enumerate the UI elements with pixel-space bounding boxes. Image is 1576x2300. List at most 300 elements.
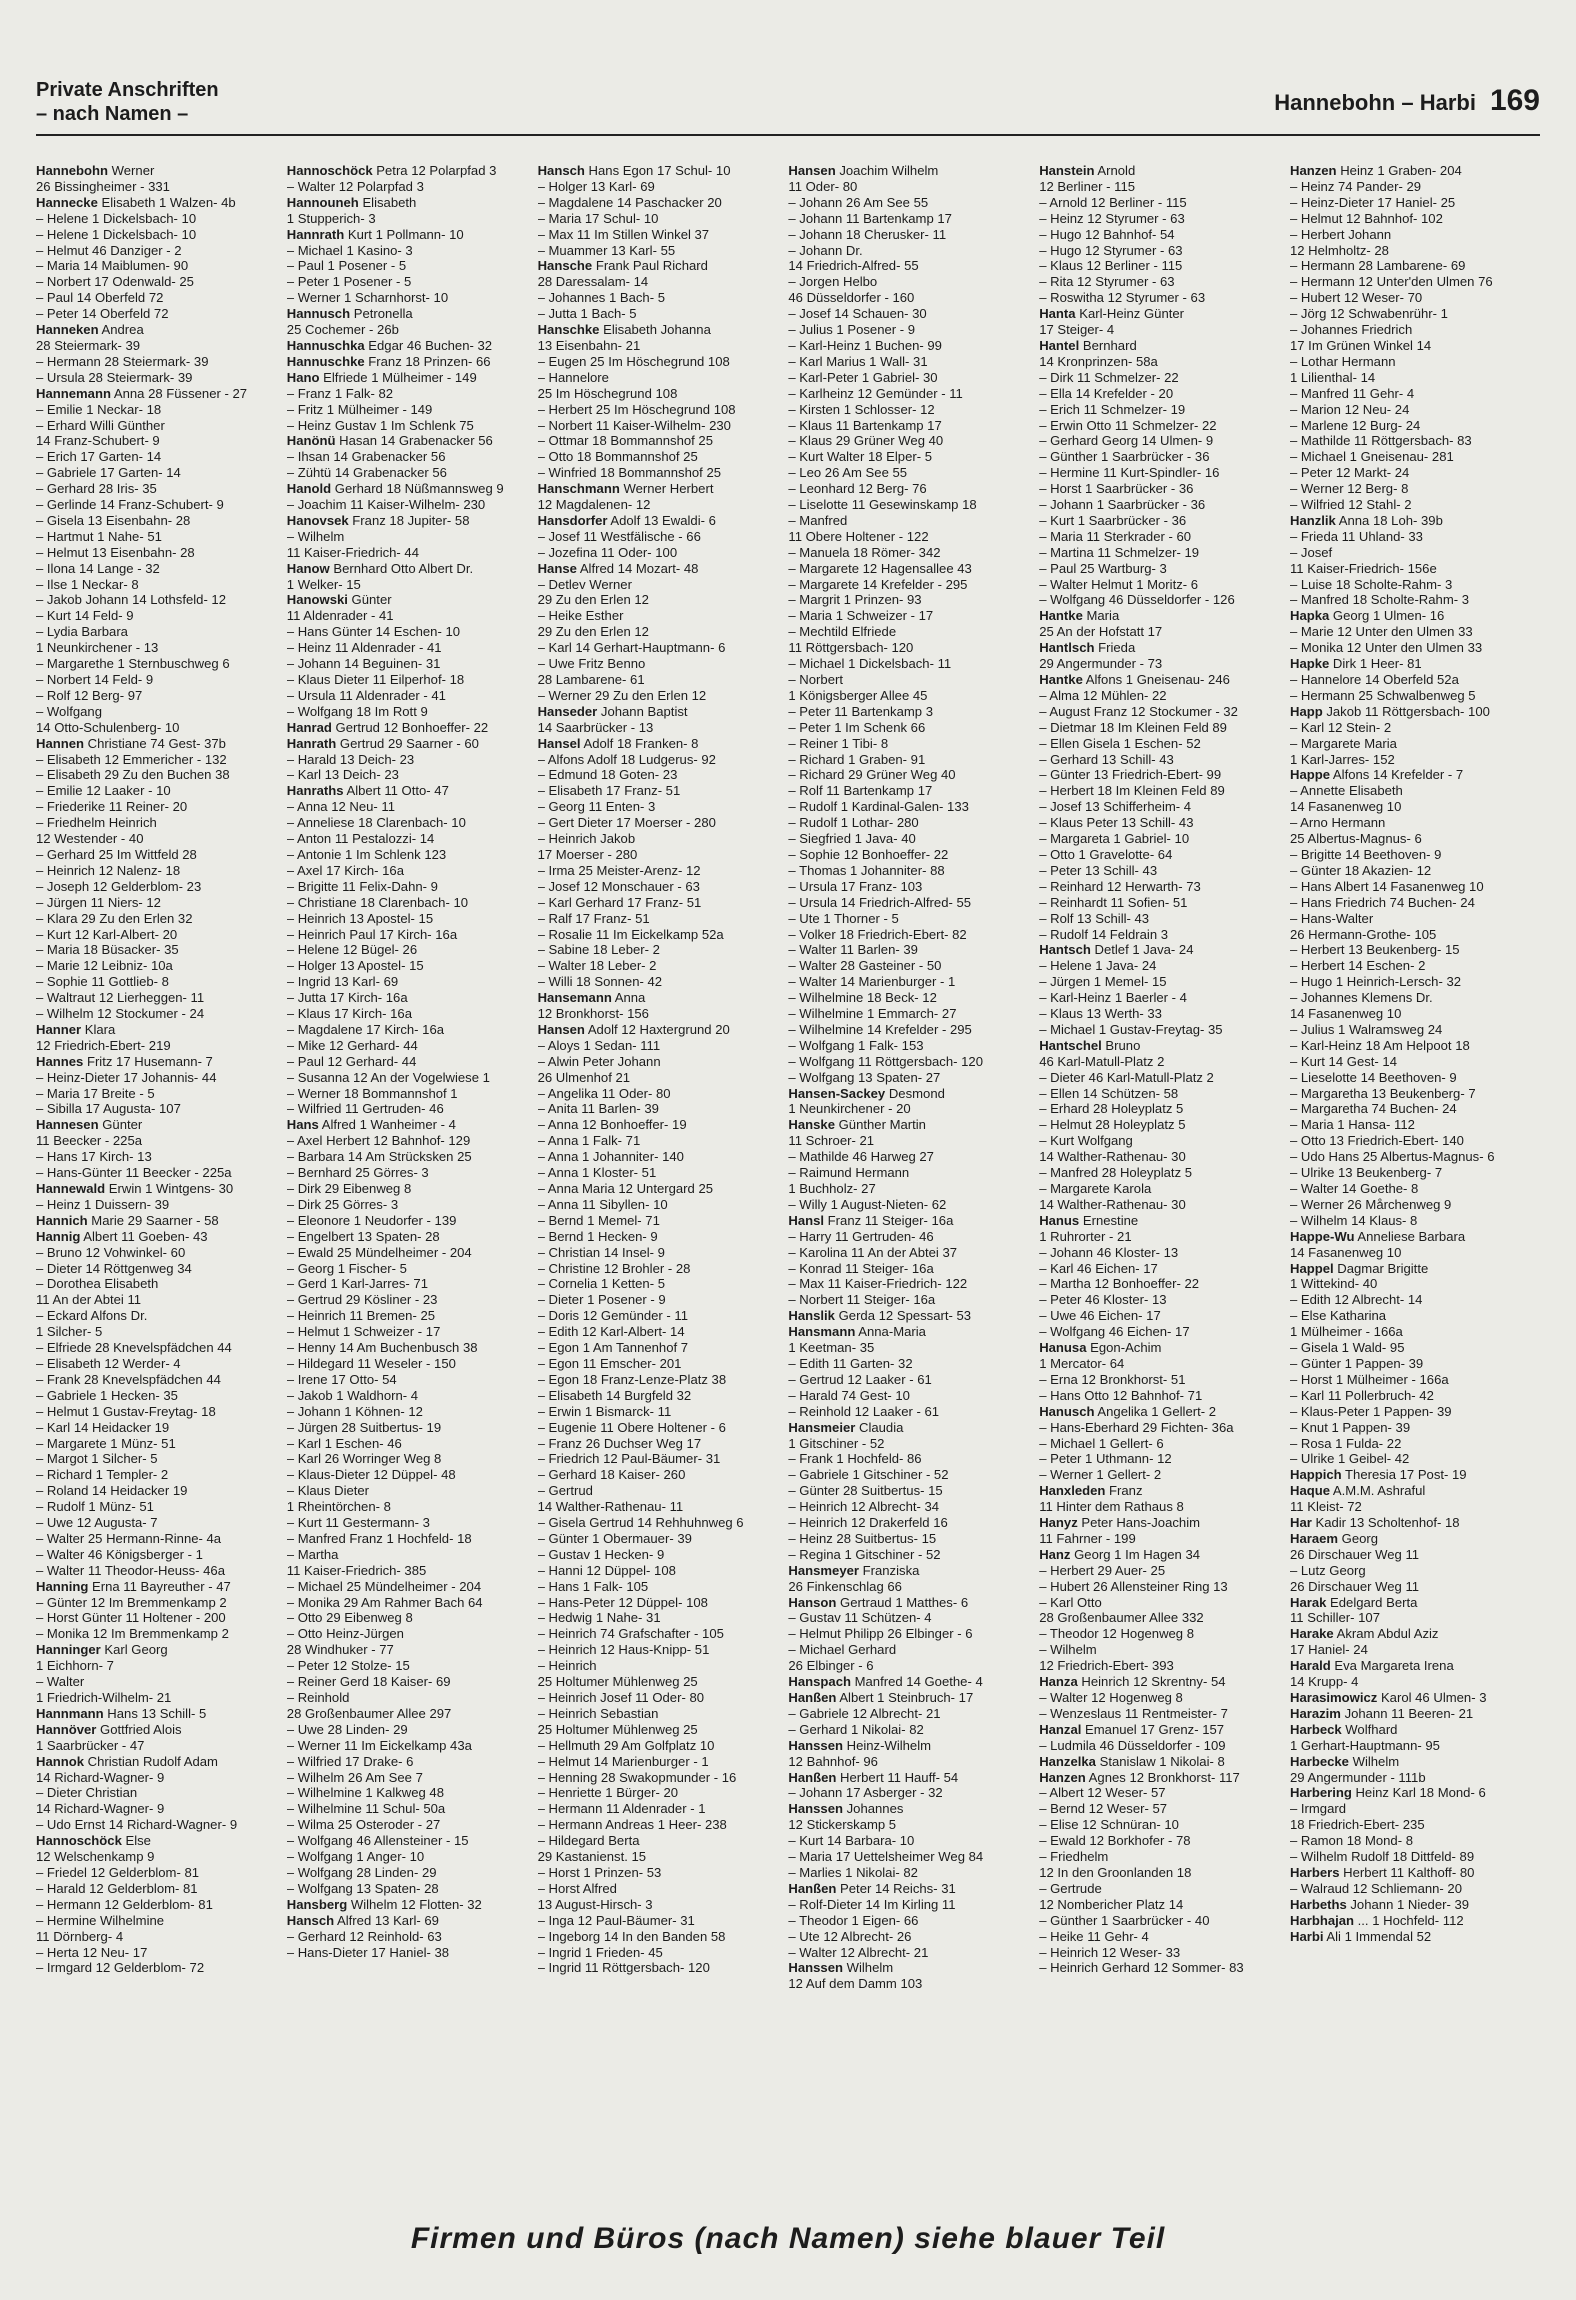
directory-entry <box>788 1006 1038 1022</box>
entry-text: – Konrad 11 Steiger- 16a <box>788 1260 934 1276</box>
directory-column <box>287 163 537 2153</box>
directory-entry <box>538 1467 788 1483</box>
directory-entry <box>538 974 788 990</box>
directory-entry <box>1290 354 1540 370</box>
entry-text: – Manfred <box>788 512 848 528</box>
entry-text: 29 Kastanienst. 15 <box>537 1849 647 1865</box>
directory-entry <box>1290 942 1540 958</box>
directory-entry <box>36 799 286 815</box>
entry-text: Bruno <box>1101 1037 1141 1053</box>
entry-text: – Marlene 12 Burg- 24 <box>1289 417 1421 433</box>
directory-entry <box>1039 831 1289 847</box>
entry-text: – Gabriele 1 Gitschiner - 52 <box>788 1467 949 1483</box>
directory-entry <box>538 1945 788 1961</box>
entry-surname: Hanxleden <box>1039 1483 1106 1499</box>
entry-text: – Friedrich 12 Paul-Bäumer- 31 <box>537 1451 721 1467</box>
entry-text: – Klaus Dieter 11 Eilperhof- 18 <box>286 672 465 687</box>
directory-entry <box>538 418 788 434</box>
directory-entry <box>788 767 1038 783</box>
entry-surname: Hantke <box>1039 608 1083 624</box>
directory-entry <box>36 370 286 386</box>
entry-text: Alfred 1 Wanheimer - 4 <box>318 1117 456 1133</box>
entry-text: – Hubert 12 Weser- 70 <box>1289 290 1423 306</box>
entry-text: 25 Albertus-Magnus- 6 <box>1289 831 1422 847</box>
entry-text: – Wilfried 11 Gertruden- 46 <box>286 1101 444 1117</box>
entry-text: – Else Katharina <box>1289 1308 1387 1324</box>
directory-entry <box>287 529 537 545</box>
entry-text: Günter <box>98 1117 143 1133</box>
entry-text: – Wilhelmine 1 Kalkweg 48 <box>286 1785 444 1801</box>
entry-text: 11 Kaiser-Friedrich- 156e <box>1289 560 1437 576</box>
directory-entry <box>1039 1117 1289 1133</box>
directory-entry <box>538 1483 788 1499</box>
directory-entry <box>788 1563 1038 1579</box>
directory-entry <box>1039 1626 1289 1642</box>
entry-text: 26 Dirschauer Weg 11 <box>1289 1546 1420 1562</box>
directory-entry <box>1039 1913 1289 1929</box>
directory-entry <box>1290 1101 1540 1117</box>
directory-entry <box>287 1785 537 1801</box>
directory-entry <box>1290 433 1540 449</box>
directory-entry <box>788 1945 1038 1961</box>
directory-entry <box>36 243 286 259</box>
entry-text: – Marie 12 Unter den Ulmen 33 <box>1289 624 1473 640</box>
entry-text: 11 Aldenrader - 41 <box>286 608 394 624</box>
entry-text: 11 Kaiser-Friedrich- 44 <box>286 544 419 560</box>
directory-entry <box>1039 592 1289 608</box>
directory-entry <box>788 1642 1038 1658</box>
entry-text: – Jürgen 11 Niers- 12 <box>36 894 161 910</box>
entry-text: – Bernd 12 Weser- 57 <box>1039 1801 1168 1817</box>
directory-entry <box>1290 1404 1540 1420</box>
directory-entry <box>1290 370 1540 386</box>
entry-text: – Maria 17 Schul- 10 <box>537 210 659 226</box>
directory-entry <box>1039 1276 1289 1292</box>
entry-text: – Inga 12 Paul-Bäumer- 31 <box>537 1912 695 1928</box>
entry-text: Herbert 11 Kalthoff- 80 <box>1339 1864 1475 1880</box>
entry-text: – Erwin Otto 11 Schmelzer- 22 <box>1039 417 1217 433</box>
entry-text: – Elfriede 28 Knevelspfädchen 44 <box>36 1340 232 1356</box>
entry-surname: Hansberg <box>286 1896 348 1912</box>
entry-text: – Kurt Walter 18 Elper- 5 <box>788 449 932 465</box>
directory-entry <box>788 322 1038 338</box>
directory-entry <box>788 1292 1038 1308</box>
entry-text: Werner Herbert <box>619 481 714 497</box>
directory-entry <box>1290 449 1540 465</box>
entry-surname: Hansel <box>537 735 581 751</box>
entry-text: – Willy 1 August-Nieten- 62 <box>788 1196 947 1212</box>
entry-surname: Harake <box>1289 1626 1334 1642</box>
directory-entry <box>788 465 1038 481</box>
directory-entry <box>1290 911 1540 927</box>
entry-text: – Sabine 18 Leber- 2 <box>537 942 660 958</box>
directory-entry <box>1290 767 1540 783</box>
directory-entry <box>538 274 788 290</box>
directory-entry <box>538 1404 788 1420</box>
entry-text: – Ursula 14 Friedrich-Alfred- 55 <box>788 894 972 910</box>
directory-entry <box>1039 1197 1289 1213</box>
entry-text: Dagmar Brigitte <box>1333 1260 1429 1276</box>
directory-entry <box>1039 1038 1289 1054</box>
directory-entry <box>287 243 537 259</box>
entry-text: Heinz-Wilhelm <box>842 1737 932 1753</box>
directory-entry <box>287 911 537 927</box>
entry-text: – Franz 1 Falk- 82 <box>286 385 394 401</box>
directory-entry <box>36 767 286 783</box>
directory-entry <box>1290 895 1540 911</box>
directory-entry <box>1290 465 1540 481</box>
directory-entry <box>788 863 1038 879</box>
directory-entry <box>788 592 1038 608</box>
entry-text: Anna 28 Füssener - 27 <box>110 385 248 401</box>
entry-surname: Hannrath <box>286 226 345 242</box>
entry-text: 12 Helmholtz- 28 <box>1289 242 1389 258</box>
directory-entry <box>287 1324 537 1340</box>
entry-text: – Klaus 17 Kirch- 16a <box>286 1006 412 1022</box>
entry-text: – Hannelore <box>537 369 609 385</box>
entry-text: – Doris 12 Gemünder - 11 <box>537 1308 688 1324</box>
directory-entry <box>36 1515 286 1531</box>
directory-entry <box>287 1547 537 1563</box>
directory-entry <box>538 1133 788 1149</box>
entry-text: – Luise 18 Scholte-Rahm- 3 <box>1289 576 1453 592</box>
directory-entry <box>1039 672 1289 688</box>
entry-text: – Manfred 11 Gehr- 4 <box>1289 385 1415 401</box>
directory-entry <box>788 227 1038 243</box>
directory-entry <box>1039 243 1289 259</box>
directory-entry <box>788 895 1038 911</box>
entry-surname: Happe <box>1289 767 1331 783</box>
entry-text: – Johannes 1 Bach- 5 <box>537 290 665 306</box>
entry-surname: Hannemann <box>36 385 111 401</box>
directory-entry <box>538 799 788 815</box>
entry-text: – Helmut Philipp 26 Elbinger - 6 <box>788 1626 973 1642</box>
entry-text: – Günter 1 Pappen- 39 <box>1289 1355 1424 1371</box>
entry-text: – Helmut 46 Danziger - 2 <box>36 242 182 258</box>
entry-text: – Henny 14 Am Buchenbusch 38 <box>286 1340 478 1356</box>
entry-surname: Hanson <box>788 1594 837 1610</box>
entry-text: – Erna 12 Bronkhorst- 51 <box>1039 1371 1186 1387</box>
directory-entry <box>788 1929 1038 1945</box>
entry-text: 46 Düsseldorfer - 160 <box>788 290 915 306</box>
entry-text: – Horst 1 Saarbrücker - 36 <box>1039 481 1194 497</box>
entry-text: – Dieter Christian <box>36 1785 138 1801</box>
directory-entry <box>538 1913 788 1929</box>
entry-text: – Walraud 12 Schliemann- 20 <box>1289 1880 1462 1896</box>
directory-entry <box>287 1276 537 1292</box>
directory-entry <box>1290 1197 1540 1213</box>
directory-entry <box>1290 592 1540 608</box>
entry-text: Theresia 17 Post- 19 <box>1341 1467 1467 1483</box>
entry-text: – Uwe Fritz Benno <box>537 656 646 672</box>
entry-text: – Josef 13 Schifferheim- 4 <box>1039 799 1192 815</box>
entry-text: – Susanna 12 An der Vogelwiese 1 <box>286 1069 490 1085</box>
directory-entry <box>788 736 1038 752</box>
directory-entry <box>538 958 788 974</box>
directory-entry <box>788 1865 1038 1881</box>
entry-text: – Johann 46 Kloster- 13 <box>1039 1244 1179 1260</box>
directory-column <box>788 163 1038 2153</box>
entry-text: – Dieter 46 Karl-Matull-Platz 2 <box>1039 1069 1214 1085</box>
entry-surname: Hannich <box>36 1212 88 1228</box>
entry-text: – Horst 1 Prinzen- 53 <box>537 1864 662 1880</box>
directory-entry <box>1039 1817 1289 1833</box>
entry-text: 12 Welschenkamp 9 <box>36 1849 155 1865</box>
entry-text: – Gisela Gertrud 14 Rehhuhnweg 6 <box>537 1515 744 1531</box>
directory-entry <box>36 1451 286 1467</box>
directory-entry <box>36 1276 286 1292</box>
entry-text: – Gabriele 17 Garten- 14 <box>36 465 181 481</box>
entry-text: – Heinrich Gerhard 12 Sommer- 83 <box>1039 1960 1244 1976</box>
entry-text: – Irmgard <box>1289 1801 1347 1817</box>
entry-text: – Michael 1 Gneisenau- 281 <box>1289 449 1454 465</box>
directory-entry <box>1039 624 1289 640</box>
directory-entry <box>287 1563 537 1579</box>
entry-text: – Manuela 18 Römer- 342 <box>788 544 941 560</box>
directory-entry <box>287 1738 537 1754</box>
entry-text: – Angelika 11 Oder- 80 <box>537 1085 671 1101</box>
directory-entry <box>287 354 537 370</box>
entry-surname: Hantke <box>1039 672 1083 687</box>
directory-entry <box>36 1133 286 1149</box>
directory-entry <box>1290 1610 1540 1626</box>
entry-text: – Margarete 12 Hagensallee 43 <box>788 560 972 576</box>
directory-entry <box>1039 942 1289 958</box>
directory-entry <box>287 195 537 211</box>
entry-text: – Rosalie 11 Im Eickelkamp 52a <box>537 926 724 942</box>
entry-surname: Hanzen <box>1039 1769 1086 1785</box>
directory-entry <box>788 1626 1038 1642</box>
entry-text: Anneliese Barbara <box>1354 1228 1466 1244</box>
directory-entry <box>36 1563 286 1579</box>
entry-text: 1 Buchholz- 27 <box>788 1181 876 1196</box>
entry-text: – Walter 12 Hogenweg 8 <box>1039 1690 1183 1705</box>
directory-entry <box>287 561 537 577</box>
entry-text: – Josef <box>1289 544 1333 560</box>
entry-text: Agnes 12 Bronkhorst- 117 <box>1085 1769 1240 1785</box>
entry-text: – Gerhard Georg 14 Ulmen- 9 <box>1039 433 1214 449</box>
directory-entry <box>36 1117 286 1133</box>
entry-text: – Jörg 12 Schwabenrühr- 1 <box>1289 306 1448 322</box>
directory-entry <box>538 752 788 768</box>
entry-surname: Har <box>1289 1515 1312 1531</box>
entry-text: Fritz 17 Husemann- 7 <box>83 1053 213 1069</box>
directory-entry <box>788 1070 1038 1086</box>
directory-entry <box>1039 1960 1289 1976</box>
entry-text: – Paul 14 Oberfeld 72 <box>36 290 164 306</box>
entry-text: – Johann 11 Bartenkamp 17 <box>788 210 952 226</box>
entry-text: – Gabriele 1 Hecken- 35 <box>36 1387 178 1403</box>
directory-entry <box>788 1801 1038 1817</box>
entry-text: – Joseph 12 Gelderblom- 23 <box>36 878 202 894</box>
entry-text: – Wilhelm Rudolf 18 Dittfeld- 89 <box>1289 1849 1475 1865</box>
directory-entry <box>1039 1483 1289 1499</box>
entry-text: – Ramon 18 Mond- 8 <box>1289 1833 1413 1849</box>
entry-text: – Egon 18 Franz-Lenze-Platz 38 <box>537 1371 727 1387</box>
directory-entry <box>36 736 286 752</box>
entry-text: – Heinrich 12 Drakerfeld 16 <box>788 1515 948 1531</box>
directory-entry <box>538 863 788 879</box>
directory-entry <box>788 1022 1038 1038</box>
entry-text: 11 Obere Holtener - 122 <box>788 528 929 544</box>
directory-entry <box>538 592 788 608</box>
directory-entry <box>287 1833 537 1849</box>
entry-text: – Rolf 13 Schill- 43 <box>1039 910 1150 926</box>
directory-entry <box>36 1467 286 1483</box>
entry-text: 14 Otto-Schulenberg- 10 <box>36 719 180 735</box>
directory-entry <box>287 656 537 672</box>
directory-entry <box>36 1785 286 1801</box>
entry-text: – Edmund 18 Goten- 23 <box>537 767 678 783</box>
directory-entry <box>1039 767 1289 783</box>
directory-entry <box>538 1960 788 1976</box>
directory-entry <box>1039 1356 1289 1372</box>
directory-entry <box>788 449 1038 465</box>
directory-entry <box>788 1674 1038 1690</box>
entry-text: – Lutz Georg <box>1289 1562 1366 1578</box>
entry-text: – Ihsan 14 Grabenacker 56 <box>286 449 446 465</box>
entry-text: 1 Rheintörchen- 8 <box>286 1499 391 1515</box>
entry-text: – Hans-Günter 11 Beecker - 225a <box>36 1165 232 1181</box>
entry-text: – Gerhard 25 Im Wittfeld 28 <box>36 846 197 862</box>
entry-text: – Karl 1 Eschen- 46 <box>286 1435 402 1451</box>
directory-entry <box>788 402 1038 418</box>
directory-entry <box>788 545 1038 561</box>
directory-entry <box>1290 1372 1540 1388</box>
entry-text: Joachim Wilhelm <box>835 163 939 178</box>
directory-entry <box>1290 1849 1540 1865</box>
directory-entry <box>788 1833 1038 1849</box>
entry-text: – Ingrid 11 Röttgersbach- 120 <box>537 1960 710 1976</box>
directory-entry <box>287 736 537 752</box>
entry-surname: Hanza <box>1039 1674 1078 1690</box>
directory-entry <box>538 1754 788 1770</box>
entry-text: – Gertrud <box>537 1483 593 1499</box>
entry-text: 17 Moerser - 280 <box>537 846 638 862</box>
entry-text: – Heinrich Sebastian <box>537 1705 659 1721</box>
entry-text: – Heinrich 11 Bremen- 25 <box>286 1308 436 1324</box>
directory-entry <box>1039 402 1289 418</box>
entry-text: Albert 1 Steinbruch- 17 <box>836 1690 974 1705</box>
entry-surname: Hansche <box>537 258 593 274</box>
directory-entry <box>1039 1261 1289 1277</box>
entry-text: – Roland 14 Heidacker 19 <box>36 1483 188 1499</box>
directory-entry <box>36 481 286 497</box>
entry-text: 14 Krupp- 4 <box>1289 1674 1359 1690</box>
directory-entry <box>1039 1467 1289 1483</box>
directory-entry <box>36 1229 286 1245</box>
directory-entry <box>538 783 788 799</box>
directory-entry <box>1039 1785 1289 1801</box>
directory-entry <box>36 433 286 449</box>
entry-text: – Frank 28 Knevelspfädchen 44 <box>36 1371 221 1387</box>
entry-text: 14 Franz-Schubert- 9 <box>36 433 160 449</box>
entry-text: – Bernd 1 Memel- 71 <box>537 1212 660 1228</box>
entry-text: – Klaus 12 Berliner - 115 <box>1039 258 1183 274</box>
entry-text: – Klaus-Peter 1 Pappen- 39 <box>1289 1403 1452 1419</box>
entry-surname: Hantsch <box>1039 942 1091 958</box>
entry-text: – Heinrich 12 Haus-Knipp- 51 <box>537 1642 710 1658</box>
directory-entry <box>1290 1738 1540 1754</box>
entry-text: – Margarete Maria <box>1289 735 1397 751</box>
entry-text: – Kurt 1 Saarbrücker - 36 <box>1039 512 1187 528</box>
directory-entry <box>538 481 788 497</box>
directory-entry <box>538 736 788 752</box>
directory-entry <box>538 195 788 211</box>
entry-text: Hans Egon 17 Schul- 10 <box>584 163 731 178</box>
entry-surname: Happel <box>1289 1260 1334 1276</box>
directory-entry <box>788 974 1038 990</box>
entry-text: – Helmut 28 Holeyplatz 5 <box>1039 1117 1186 1133</box>
directory-entry <box>788 1531 1038 1547</box>
entry-text: – Kurt 11 Gestermann- 3 <box>286 1515 430 1531</box>
entry-text: Gottfried Alois <box>96 1721 182 1737</box>
entry-text: 13 Eisenbahn- 21 <box>537 337 641 353</box>
entry-text: – Anna 12 Bonhoeffer- 19 <box>537 1117 687 1133</box>
entry-text: – Friederike 11 Reiner- 20 <box>36 799 188 815</box>
directory-entry <box>36 1929 286 1945</box>
entry-text: – Elisabeth 17 Franz- 51 <box>537 783 681 799</box>
entry-text: 28 Großenbaumer Allee 297 <box>286 1705 452 1721</box>
entry-text: – Walter 18 Leber- 2 <box>537 958 657 974</box>
entry-text: – Hans 1 Falk- 105 <box>537 1578 649 1594</box>
directory-entry <box>788 1785 1038 1801</box>
entry-surname: Hannöver <box>36 1721 97 1737</box>
entry-text: – Elisabeth 12 Emmericher - 132 <box>36 751 227 767</box>
entry-text: – Norbert 11 Kaiser-Wilhelm- 230 <box>537 417 731 433</box>
entry-text: Albert 11 Goeben- 43 <box>80 1228 208 1244</box>
directory-entry <box>538 1149 788 1165</box>
directory-entry <box>36 1101 286 1117</box>
directory-entry <box>538 1897 788 1913</box>
directory-entry <box>287 322 537 338</box>
entry-text: – Richard 1 Graben- 91 <box>788 751 926 767</box>
directory-entry <box>538 1690 788 1706</box>
directory-entry <box>788 577 1038 593</box>
entry-text: 12 Friedrich-Ebert- 393 <box>1039 1658 1174 1674</box>
entry-surname: Hannuschke <box>286 353 365 369</box>
entry-text: – Irmgard 12 Gelderblom- 72 <box>36 1960 205 1976</box>
directory-entry <box>538 529 788 545</box>
directory-entry <box>287 1101 537 1117</box>
directory-entry <box>1039 895 1289 911</box>
directory-entry <box>287 1690 537 1706</box>
directory-entry <box>36 1340 286 1356</box>
directory-entry <box>1290 497 1540 513</box>
entry-text: – Hans Otto 12 Bahnhof- 71 <box>1039 1387 1203 1403</box>
directory-entry <box>1039 1929 1289 1945</box>
entry-text: – Heinrich 12 Albrecht- 34 <box>788 1499 940 1515</box>
directory-entry <box>36 322 286 338</box>
directory-entry <box>538 1674 788 1690</box>
directory-entry <box>36 1913 286 1929</box>
directory-entry <box>1039 1420 1289 1436</box>
directory-entry <box>287 465 537 481</box>
entry-text: 25 Holtumer Mühlenweg 25 <box>537 1721 698 1737</box>
entry-surname: Hanrad <box>286 719 332 735</box>
directory-entry <box>538 1054 788 1070</box>
entry-text: – Paul 12 Gerhard- 44 <box>286 1053 417 1069</box>
entry-text: – Ursula 28 Steiermark- 39 <box>36 369 193 385</box>
directory-entry <box>36 783 286 799</box>
entry-text: – Erich 11 Schmelzer- 19 <box>1039 401 1186 417</box>
entry-text: – Walter 11 Barlen- 39 <box>788 942 918 958</box>
entry-surname: Hansch <box>286 1912 335 1928</box>
directory-entry <box>36 974 286 990</box>
entry-text: – Helmut 14 Marienburger - 1 <box>537 1753 709 1769</box>
directory-entry <box>788 1038 1038 1054</box>
directory-entry <box>1290 1642 1540 1658</box>
